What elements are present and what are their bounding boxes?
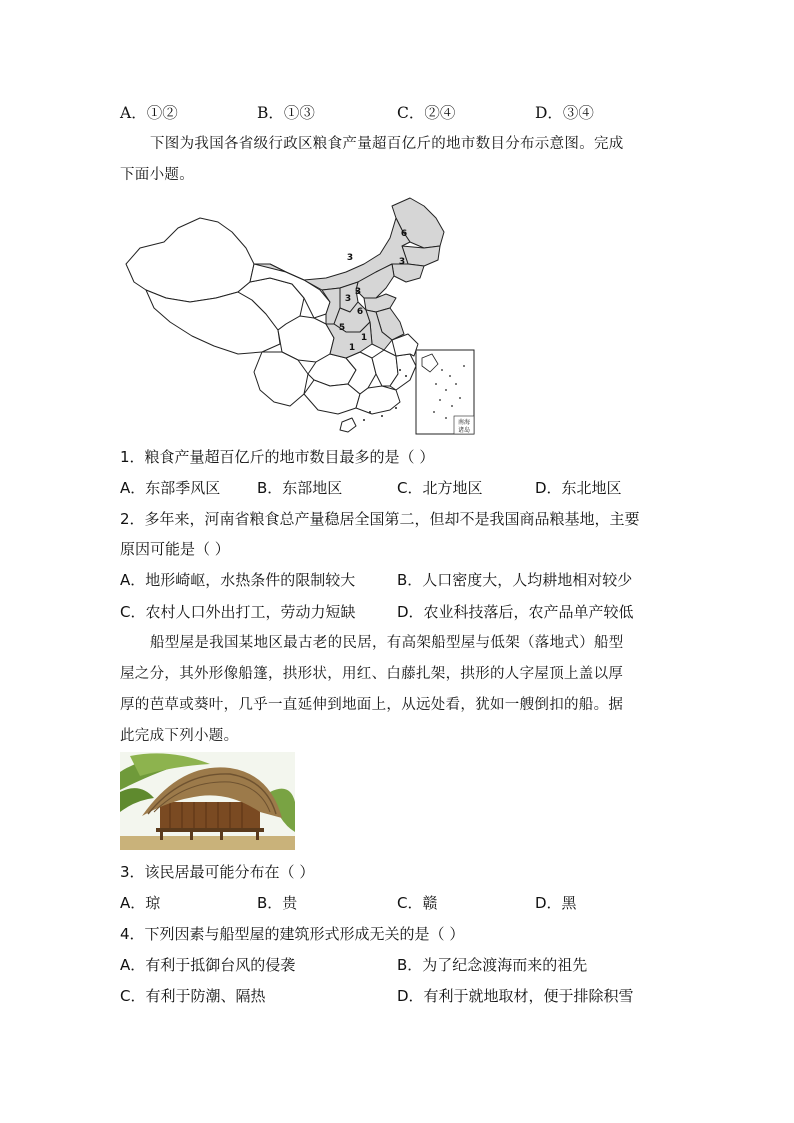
map-count-henan: 5 bbox=[338, 323, 346, 333]
inset-label: 南海诸岛 bbox=[457, 419, 471, 434]
q2-stem-line1: 2．多年来，河南省粮食总产量稳居全国第二，但却不是我国商品粮基地，主要 bbox=[120, 510, 640, 528]
intro2-line1: 船型屋是我国某地区最古老的民居，有高架船型屋与低架（落地式）船型 bbox=[150, 635, 624, 651]
q3-option-c: C．赣 bbox=[397, 894, 438, 912]
q1-option-c: C．北方地区 bbox=[397, 479, 483, 497]
map-count-heilongjiang: 6 bbox=[400, 229, 408, 239]
map-count-jilin: 3 bbox=[398, 257, 406, 267]
q3-option-a: A．琼 bbox=[120, 894, 161, 912]
q4-option-d: D．有利于就地取材，便于排除积雪 bbox=[397, 987, 634, 1005]
map-count-inner-mongolia: 3 bbox=[346, 253, 354, 263]
map-region-xinjiang bbox=[126, 218, 254, 302]
intro1-line2: 下面小题。 bbox=[120, 167, 194, 183]
q3-option-d: D．黑 bbox=[535, 894, 577, 912]
q1-option-a: A．东部季风区 bbox=[120, 479, 221, 497]
q3-option-b: B．贵 bbox=[257, 894, 298, 912]
map-region-liaoning bbox=[392, 264, 424, 282]
prev-option-c: C．②④ bbox=[397, 104, 456, 122]
q2-option-d: D．农业科技落后，农产品单产较低 bbox=[397, 603, 634, 621]
q3-stem: 3．该民居最可能分布在（ ） bbox=[120, 863, 315, 881]
china-grain-map bbox=[120, 194, 480, 438]
prev-option-a: A．①② bbox=[120, 104, 178, 122]
q4-option-c: C．有利于防潮、隔热 bbox=[120, 987, 266, 1005]
q2-option-b: B．人口密度大，人均耕地相对较少 bbox=[397, 571, 633, 589]
map-region-hainan bbox=[340, 418, 356, 432]
q4-stem: 4．下列因素与船型屋的建筑形式形成无关的是（ ） bbox=[120, 925, 465, 943]
intro2-line4: 此完成下列小题。 bbox=[120, 728, 239, 744]
intro2-line2: 屋之分，其外形像船篷，拱形状，用红、白藤扎架，拱形的人字屋顶上盖以厚 bbox=[120, 666, 624, 682]
map-count-anhui: 1 bbox=[360, 333, 368, 343]
map-count-shanxi: 3 bbox=[344, 294, 352, 304]
map-count-shandong: 6 bbox=[356, 307, 364, 317]
q1-option-d: D．东北地区 bbox=[535, 479, 622, 497]
q2-stem-line2: 原因可能是（ ） bbox=[120, 540, 230, 558]
q2-option-a: A．地形崎岖，水热条件的限制较大 bbox=[120, 571, 356, 589]
intro2-line3: 厚的芭草或葵叶，几乎一直延伸到地面上，从远处看，犹如一艘倒扣的船。据 bbox=[120, 697, 624, 713]
q2-option-c: C．农村人口外出打工，劳动力短缺 bbox=[120, 603, 356, 621]
q1-option-b: B．东部地区 bbox=[257, 479, 343, 497]
prev-option-b: B．①③ bbox=[257, 104, 315, 122]
map-count-hebei: 3 bbox=[354, 287, 362, 297]
q4-option-a: A．有利于抵御台风的侵袭 bbox=[120, 956, 296, 974]
intro1-line1: 下图为我国各省级行政区粮食产量超百亿斤的地市数目分布示意图。完成 bbox=[150, 136, 624, 152]
q4-option-b: B．为了纪念渡海而来的祖先 bbox=[397, 956, 588, 974]
map-count-hubei: 1 bbox=[348, 343, 356, 353]
q1-stem: 1．粮食产量超百亿斤的地市数目最多的是（ ） bbox=[120, 448, 435, 466]
prev-option-d: D．③④ bbox=[535, 104, 594, 122]
boat-house-photo bbox=[120, 752, 295, 850]
